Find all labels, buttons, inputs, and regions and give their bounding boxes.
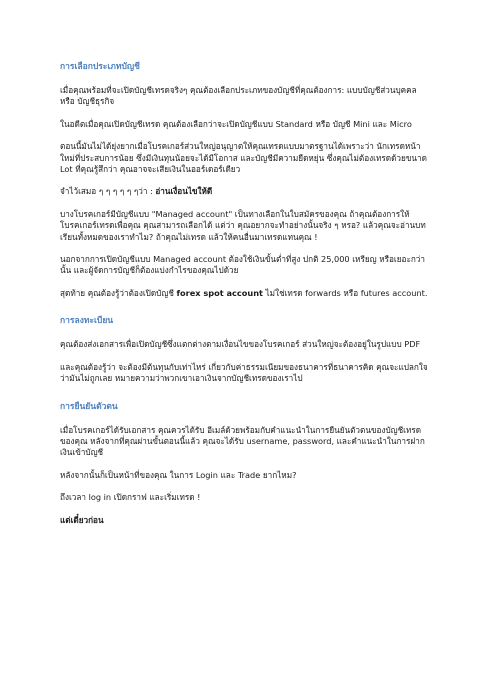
- paragraph-forex-spot-lead: สุดท้าย คุณต้องรู้ว่าต้องเปิดบัญชี: [60, 287, 177, 298]
- section-heading-verification: การยืนยันตัวตน: [60, 401, 118, 412]
- section-heading-registration: การลงทะเบียน: [60, 316, 114, 327]
- paragraph-forex-spot: [60, 288, 428, 299]
- paragraph-start-trading: ถึงเวลา log in เปิดกราฟ และเริ่มเทรด !: [60, 492, 201, 503]
- paragraph-flexibility: ตอนนี้มันไม่ได้ยุ่งยากเมื่อโบรคเกอร์ส่วนใหญ่อนุญาตให้คุณเทรดแบบมาตรฐานได้เพราะว่า นักเทรดหน้าใหม่ที่ประสบการน้อย ซึ่งมีเงินทุนน้อยจะได้มีโอกาส และบัญชีมีความยืดหยุ่น ซึ่งคุณไม่ต้องเทรดด้วยขนาด Lot ที่คุณรู้สึกว่า คุณอาจจะเสียเงินในออร์เดอร์เดียว: [60, 141, 427, 175]
- paragraph-verification-email: เมื่อโบรคเกอร์ได้รับเอกสาร คุณควรได้รับ อีเมล์ด้วยพร้อมกับคำแนะนำในการยืนยันตัวตนของบัญชีเทรดของคุณ หลังจากที่คุณผ่านขั้นตอนนี้แล้ว คุณจะได้รับ username, password, และคำแนะนำในการฝากเงินเข้าบัญชี: [60, 424, 425, 458]
- paragraph-forex-spot-bold: forex spot account: [176, 287, 263, 298]
- paragraph-standard-mini: ในอดีตเมื่อคุณเปิดบัญชีเทรด คุณต้องเลือกว่าจะเปิดบัญชีแบบ Standard หรือ บัญชี Mini และ Micro: [60, 118, 412, 129]
- document-page: [60, 62, 428, 537]
- section-heading-account-type: การเลือกประเภทบัญชี: [60, 62, 140, 72]
- paragraph-read-terms-bold: อ่านเงื่อนไขให้ดี: [155, 186, 213, 197]
- paragraph-read-terms-lead: จำไว้เสมอ ๆ ๆ ๆ ๆ ๆ ๆว่า :: [60, 186, 156, 197]
- paragraph-bank-fees: และคุณต้องรู้ว่า จะต้องมีต้นทุนกับเท่าไหร่ เกี่ยวกับค่าธรรมเนียมของธนาคารที่ธนาคารคิด คุณจะแปลกใจว่ามันไม่ถูกเลย หมายความว่าพวกเขาเอาเงินจากบัญชีเทรดของเราไป: [60, 361, 428, 384]
- paragraph-account-choice: เมื่อคุณพร้อมที่จะเปิดบัญชีเทรดจริงๆ คุณต้องเลือกประเภทของบัญชีที่คุณต้องการ: แบบบัญชีส่วนบุคคล หรือ บัญชีธุรกิจ: [60, 85, 417, 107]
- paragraph-but-wait-bold: แต่เดี๋ยวก่อน: [60, 514, 104, 525]
- paragraph-but-wait: [60, 515, 428, 526]
- paragraph-minimum-deposit: นอกจากการเปิดบัญชีแบบ Managed account ต้องใช้เงินขั้นต่ำที่สูง ปกติ 25,000 เหรียญ หรือเยอะกว่านั้น และผู้จัดการบัญชีก็ต้องแบ่งกำไรของคุณไปด้วย: [60, 254, 425, 276]
- paragraph-forex-spot-tail: ไม่ใช่เทรด forwards หรือ futures account.: [262, 287, 428, 298]
- paragraph-managed-account: บางโบรคเกอร์มีบัญชีแบบ "Managed account" เป็นทางเลือกในใบสมัครของคุณ ถ้าคุณต้องการให้โบรคเกอร์เทรดเพื่อคุณ คุณสามารถเลือกได้ แต่ว่า คุณอยากจะทำอย่างนั้นจริง ๆ หรอ? แล้วคุณจะอ่านบทเรียนทั้งหมดของเราทำไม? ถ้าคุณไม่เทรด แล้วให้คนอื่นมาเทรดแทนคุณ !: [60, 208, 426, 242]
- paragraph-read-terms: [60, 186, 428, 197]
- paragraph-documents: คุณต้องส่งเอกสารเพื่อเปิดบัญชีซึ่งแตกต่างตามเงื่อนไขของโบรคเกอร์ ส่วนใหญ่จะต้องอยู่ในรูปแบบ PDF: [60, 339, 421, 350]
- paragraph-login-trade: หลังจากนั้นก็เป็นหน้าที่ของคุณ ในการ Login และ Trade ยากไหม?: [60, 469, 297, 480]
